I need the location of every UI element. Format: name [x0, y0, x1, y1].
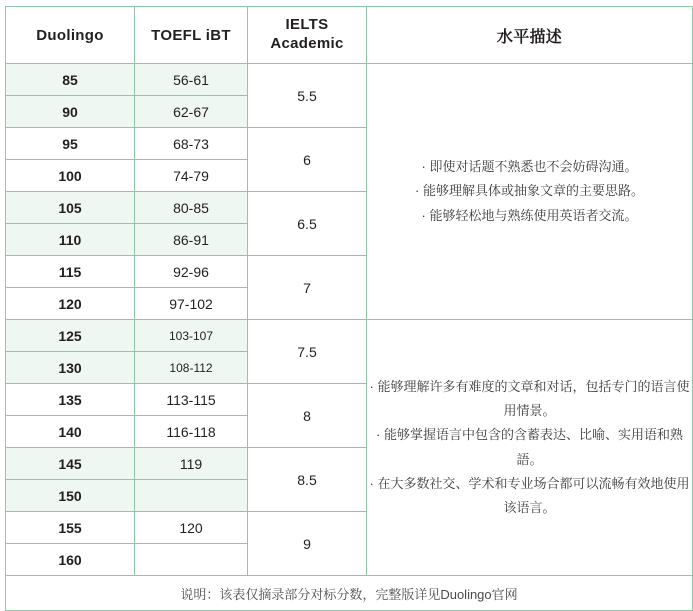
cell-duolingo-score: 120 — [6, 288, 135, 320]
cell-toefl-score: 56-61 — [135, 64, 248, 96]
description-line: · 能够理解许多有难度的文章和对话，包括专门的语言使用情景。 — [369, 379, 690, 419]
footnote-cell: 说明：该表仅摘录部分对标分数，完整版详见Duolingo官网 — [6, 576, 693, 611]
cell-toefl-score — [135, 480, 248, 512]
cell-toefl-score — [135, 544, 248, 576]
cell-toefl-score: 92-96 — [135, 256, 248, 288]
column-header-duolingo-label: Duolingo — [36, 26, 104, 44]
column-header-toefl — [135, 7, 248, 64]
cell-level-description — [367, 320, 693, 576]
cell-duolingo-score: 105 — [6, 192, 135, 224]
column-header-ielts-label: IELTS Academic — [270, 16, 344, 52]
cell-toefl-score: 86-91 — [135, 224, 248, 256]
cell-toefl-score: 97-102 — [135, 288, 248, 320]
cell-ielts-band: 7 — [248, 256, 367, 320]
cell-duolingo-score: 130 — [6, 352, 135, 384]
footnote-row — [6, 576, 693, 611]
column-header-description-label: 水平描述 — [496, 28, 563, 46]
cell-duolingo-score: 85 — [6, 64, 135, 96]
table-row — [6, 64, 693, 96]
cell-duolingo-score: 95 — [6, 128, 135, 160]
score-conversion-table — [5, 6, 693, 611]
cell-toefl-score: 68-73 — [135, 128, 248, 160]
cell-duolingo-score: 155 — [6, 512, 135, 544]
table-header-row — [6, 7, 693, 64]
column-header-description — [367, 7, 693, 64]
cell-toefl-score: 74-79 — [135, 160, 248, 192]
cell-toefl-score: 116-118 — [135, 416, 248, 448]
cell-toefl-score: 113-115 — [135, 384, 248, 416]
cell-toefl-score: 62-67 — [135, 96, 248, 128]
cell-duolingo-score: 110 — [6, 224, 135, 256]
description-line: · 能够理解具体或抽象文章的主要思路。 — [415, 183, 644, 199]
description-line: · 能够掌握语言中包含的含蓄表达、比喻、实用语和熟語。 — [376, 427, 683, 467]
cell-duolingo-score: 145 — [6, 448, 135, 480]
table-footer — [6, 576, 693, 611]
cell-toefl-score: 119 — [135, 448, 248, 480]
cell-ielts-band: 6.5 — [248, 192, 367, 256]
cell-duolingo-score: 115 — [6, 256, 135, 288]
cell-ielts-band: 5.5 — [248, 64, 367, 128]
cell-duolingo-score: 100 — [6, 160, 135, 192]
cell-ielts-band: 7.5 — [248, 320, 367, 384]
description-line: · 在大多数社交、学术和专业场合都可以流畅有效地使用该语言。 — [369, 475, 690, 515]
cell-ielts-band: 9 — [248, 512, 367, 576]
cell-duolingo-score: 150 — [6, 480, 135, 512]
table-row — [6, 320, 693, 352]
cell-toefl-score: 108-112 — [135, 352, 248, 384]
column-header-ielts — [248, 7, 367, 64]
cell-toefl-score: 103-107 — [135, 320, 248, 352]
cell-toefl-score: 120 — [135, 512, 248, 544]
cell-toefl-score: 80-85 — [135, 192, 248, 224]
cell-ielts-band: 6 — [248, 128, 367, 192]
description-line: · 即使对话题不熟悉也不会妨碍沟通。 — [421, 159, 638, 175]
table-header — [6, 7, 693, 64]
cell-duolingo-score: 90 — [6, 96, 135, 128]
cell-ielts-band: 8.5 — [248, 448, 367, 512]
cell-duolingo-score: 160 — [6, 544, 135, 576]
cell-duolingo-score: 140 — [6, 416, 135, 448]
cell-duolingo-score: 135 — [6, 384, 135, 416]
table-body — [6, 64, 693, 576]
column-header-duolingo — [6, 7, 135, 64]
cell-duolingo-score: 125 — [6, 320, 135, 352]
cell-ielts-band: 8 — [248, 384, 367, 448]
description-line: · 能够轻松地与熟练使用英语者交流。 — [421, 207, 638, 223]
cell-level-description — [367, 64, 693, 320]
column-header-toefl-label: TOEFL iBT — [151, 26, 231, 44]
